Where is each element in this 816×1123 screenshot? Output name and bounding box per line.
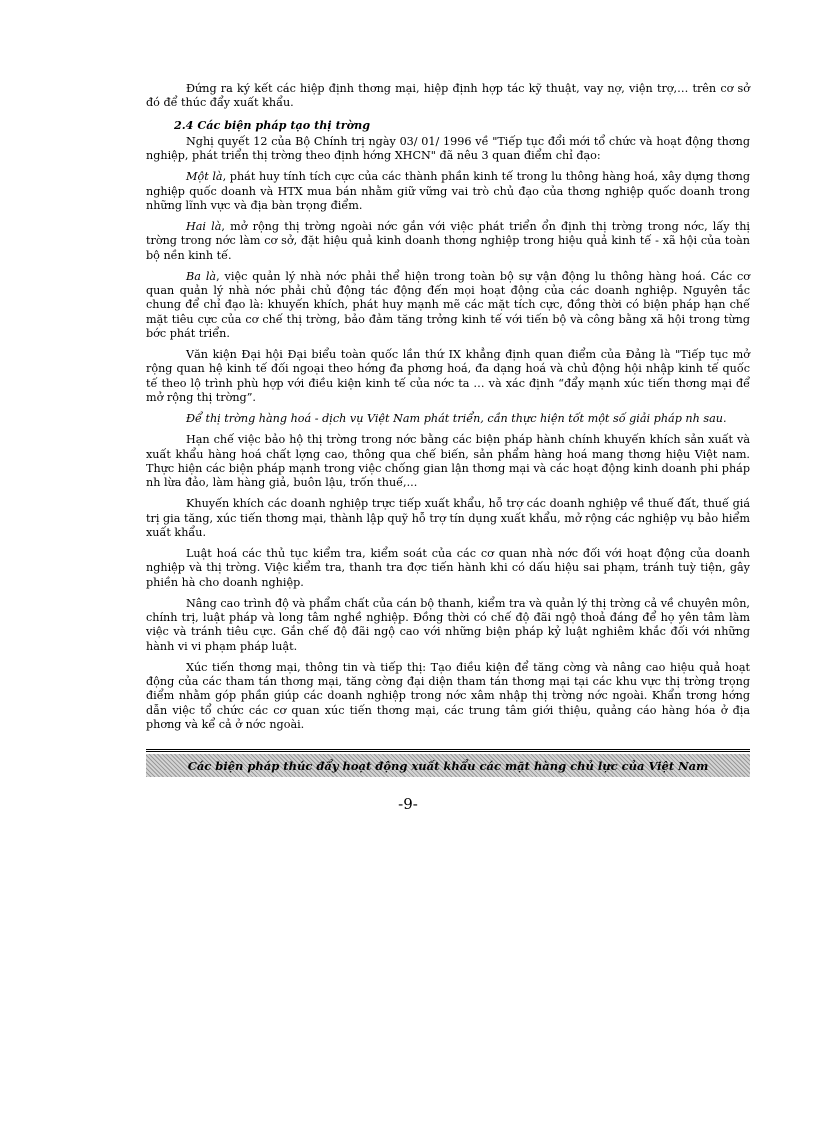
paragraph-lead: Một là bbox=[186, 170, 223, 184]
paragraph: Văn kiện Đại hội Đại biểu toàn quốc lần thứ IX khẳng định quan điểm của Đảng là "Tiếp tục mở rộng quan hệ kinh tế đối ngoại theo hớng đa phơng hoá, đa dạng hoá và chủ động hội nhập kinh tế quốc tế theo lộ trình phù hợp với điều kiện kinh tế của nớc ta … và xác định “đẩy mạnh xúc tiến thơng mại để mở rộng thị trờng”. bbox=[146, 348, 750, 404]
paragraph: Hạn chế việc bảo hộ thị trờng trong nớc bằng các biện pháp hành chính khuyến khích sản xuất và xuất khẩu hàng hoá chất lợng cao, thông qua chế biến, sản phẩm hàng hoá mang thơng hiệu Việt nam. Thực hiện các biện pháp mạnh trong việc chống gian lận thơng mại và các hoạt động kinh doanh phi pháp nh lừa đảo, làm hàng giả, buôn lậu, trốn thuế,... bbox=[146, 433, 750, 489]
footer-band bbox=[146, 754, 750, 777]
footer-caption: Các biện pháp thúc đẩy hoạt động xuất khẩu các mặt hàng chủ lực của Việt Nam bbox=[187, 758, 709, 773]
paragraph: Luật hoá các thủ tục kiểm tra, kiểm soát của các cơ quan nhà nớc đối với hoạt động của doanh nghiệp và thị trờng. Việc kiểm tra, thanh tra đợc tiến hành khi có dấu hiệu sai phạm, tránh tuỳ tiện, gây phiền hà cho doanh nghiệp. bbox=[146, 547, 750, 589]
page-number: -9- bbox=[398, 795, 418, 813]
document-body bbox=[146, 82, 750, 739]
paragraph: Xúc tiến thơng mại, thông tin và tiếp thị: Tạo điều kiện để tăng cờng và nâng cao hiệu quả hoạt động của các tham tán thơng mại, tăng cờng đại diện tham tán thơng mại tại các khu vực thị trờng trọng điểm nhằm góp phần giúp các doanh nghiệp trong nớc xâm nhập thị trờng nớc ngoài. Khẩn trơng hớng dẫn việc tổ chức các cơ quan xúc tiến thơng mại, các trung tâm giới thiệu, quảng cáo hàng hóa ở địa phơng và kể cả ở nớc ngoài. bbox=[146, 660, 750, 731]
paragraph: Để thị trờng hàng hoá - dịch vụ Việt Nam phát triển, cần thực hiện tốt một số giải pháp nh sau. bbox=[186, 412, 727, 425]
paragraph bbox=[146, 170, 750, 213]
paragraph bbox=[146, 270, 750, 341]
paragraph-text: , mở rộng thị trờng ngoài nớc gắn với việc phát triển ổn định thị trờng trong nớc, lấy thị trờng trong nớc làm cơ sở, đặt hiệu quả kinh doanh thơng nghiệp trong hiệu quả kinh tế - xã hội của toàn bộ nền kinh tế. bbox=[146, 220, 750, 262]
paragraph bbox=[146, 220, 750, 263]
paragraph-lead: Ba là bbox=[186, 269, 217, 283]
footer-rule bbox=[146, 749, 750, 752]
paragraph-text: , phát huy tính tích cực của các thành phần kinh tế trong lu thông hàng hoá, xây dựng thơng nghiệp quốc doanh và HTX mua bán nhằm giữ vững vai trò chủ đạo của thơng nghiệp quốc doanh trong những lĩnh vực và địa bàn trọng điểm. bbox=[146, 170, 750, 212]
paragraph: Nâng cao trình độ và phẩm chất của cán bộ thanh, kiểm tra và quản lý thị trờng cả về chuyên môn, chính trị, luật pháp và long tâm nghề nghiệp. Đồng thời có chế độ đãi ngộ thoả đáng để họ yên tâm làm việc và tránh tiêu cực. Gắn chế độ đãi ngộ cao với những biện pháp kỷ luật nghiêm khắc đối với những hành vi vi phạm pháp luật. bbox=[146, 596, 750, 653]
paragraph-text: , việc quản lý nhà nớc phải thể hiện trong toàn bộ sự vận động lu thông hàng hoá. Các cơ quan quản lý nhà nớc phải chủ động tác động đến mọi hoạt động của các doanh nghiệp. Nguyên tắc chung để chỉ đạo là: khuyến khích, phát huy mạnh mẽ các mặt tích cực, đồng thời có biện pháp hạn chế mặt tiêu cực của cơ chế thị trờng, bảo đảm tăng trởng kinh tế với tiến bộ và công bằng xã hội trong từng bớc phát triển. bbox=[146, 269, 751, 340]
paragraph: Đứng ra ký kết các hiệp định thơng mại, hiệp định hợp tác kỹ thuật, vay nợ, viện trợ,… trên cơ sở đó để thúc đẩy xuất khẩu. bbox=[146, 82, 750, 110]
section-heading: 2.4 Các biện pháp tạo thị trờng bbox=[174, 117, 371, 132]
paragraph: Nghị quyết 12 của Bộ Chính trị ngày 03/ 01/ 1996 về "Tiếp tục đổi mới tổ chức và hoạt động thơng nghiệp, phát triển thị trờng theo định hớng XHCN" đã nêu 3 quan điểm chỉ đạo: bbox=[146, 134, 750, 162]
paragraph: Khuyến khích các doanh nghiệp trực tiếp xuất khẩu, hỗ trợ các doanh nghiệp về thuế đất, thuế giá trị gia tăng, xúc tiến thơng mại, thành lập quỹ hỗ trợ tín dụng xuất khẩu, mở rộng các nghiệp vụ bảo hiểm xuất khẩu. bbox=[146, 497, 750, 539]
paragraph-lead: Hai là bbox=[186, 220, 222, 233]
